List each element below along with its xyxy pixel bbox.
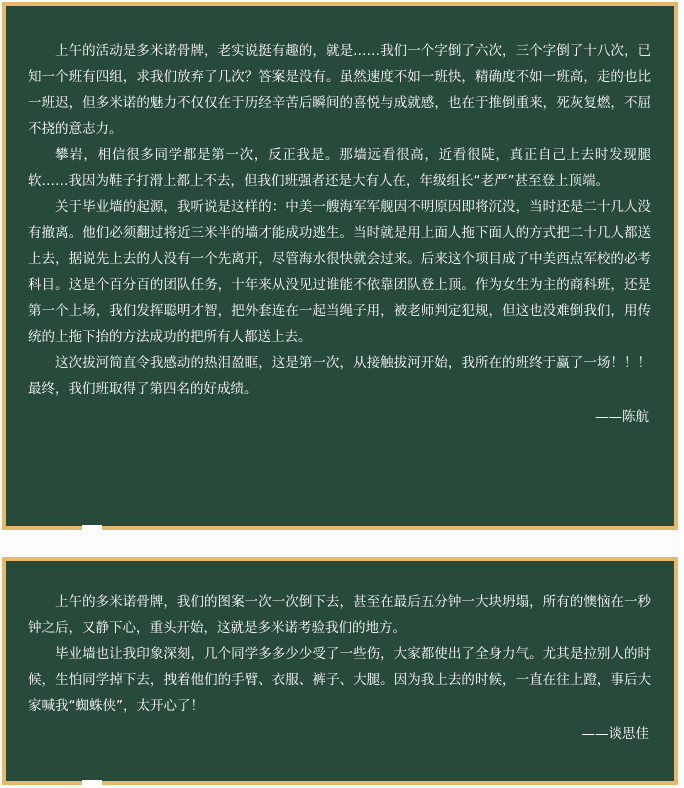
chalk-piece-icon [82, 780, 102, 785]
chalkboard-chen-hang [2, 2, 678, 530]
chalkboard-tan-sijia [2, 557, 678, 785]
paragraph: 攀岩，相信很多同学都是第一次，反正我是。那墙远看很高，近看很陡，真正自己上去时发现腿软……我因为鞋子打滑上都上不去，但我们班强者还是大有人在，年级组长“老严”甚至登上顶端。 [28, 147, 651, 189]
paragraph: 关于毕业墙的起源，我听说是这样的：中美一艘海军军舰因不明原因即将沉没，当时还是二十几人没有撤离。他们必须翻过将近三米半的墙才能成功逃生。当时就是用上面人拖下面人的方式把二十几人都送上去，据说先上去的人没有一个先离开，尽管海水很快就会过来。后来这个项目成了中美西点军校的必考科目。这是个百分百的团队任务，十年来从没见过谁能不依靠团队登上顶。作为女生为主的商科班，还是第一个上场，我们发挥聪明才智，把外套连在一起当绳子用，被老师判定犯规，但这也没难倒我们，用传统的上拖下抬的方法成功的把所有人都送上去。 [28, 199, 651, 345]
author-signature: ——陈航 [595, 409, 649, 425]
author-signature: ——谈思佳 [581, 726, 649, 742]
paragraph: 上午的活动是多米诺骨牌，老实说挺有趣的，就是……我们一个字倒了六次，三个字倒了十八次，已知一个班有四组，求我们放弃了几次？答案是没有。虽然速度不如一班快，精确度不如一班高，走的也比一班迟，但多米诺的魅力不仅仅在于历经辛苦后瞬间的喜悦与成就感，也在于推倒重来，死灰复燃，不屈不挠的意志力。 [28, 43, 651, 137]
chalk-piece-icon [82, 525, 102, 530]
paragraph: 毕业墙也让我印象深刻，几个同学多多少少受了一些伤，大家都使出了全身力气。尤其是拉别人的时候，生怕同学掉下去，拽着他们的手臂、衣服、裤子、大腿。因为我上去的时候，一直在往上蹬，事后大家喊我“蜘蛛侠”，太开心了！ [28, 646, 651, 714]
paragraph: 上午的多米诺骨牌，我们的图案一次一次倒下去，甚至在最后五分钟一大块坍塌，所有的懊恼在一秒钟之后，又静下心，重头开始，这就是多米诺考验我们的地方。 [28, 594, 651, 636]
paragraph: 这次拔河简直令我感动的热泪盈眶，这是第一次，从接触拔河开始，我所在的班终于赢了一场！！！最终，我们班取得了第四名的好成绩。 [28, 355, 651, 397]
